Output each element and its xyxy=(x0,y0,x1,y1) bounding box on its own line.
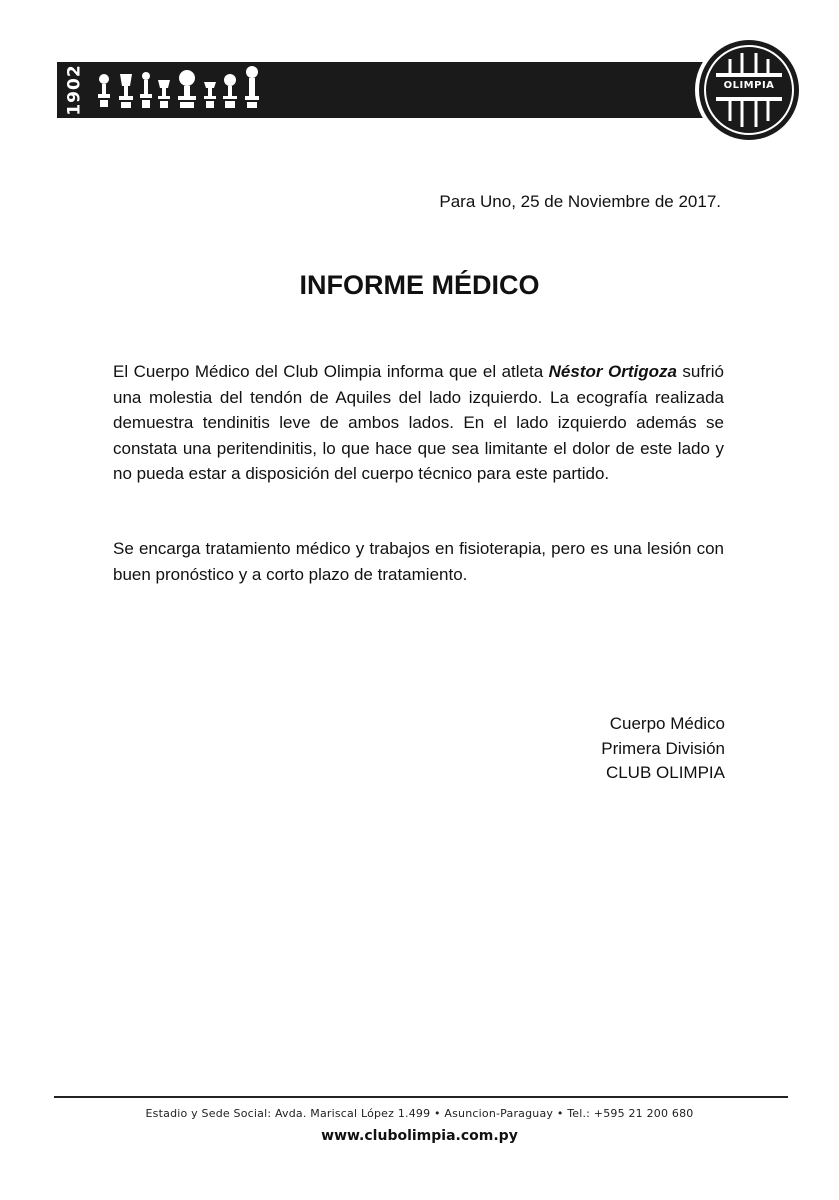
founding-year xyxy=(62,64,88,116)
trophy-icon xyxy=(223,74,237,108)
founding-year-text: 1902 xyxy=(65,64,86,116)
paragraph-report-intro: El Cuerpo Médico del Club Olimpia informa que el atleta xyxy=(113,362,549,381)
trophy-icon xyxy=(245,66,259,108)
footer-address: Estadio y Sede Social: Avda. Mariscal López 1.499 • Asuncion-Paraguay • Tel.: +595 21 200 680 xyxy=(145,1107,694,1120)
paragraph-report-body: sufrió una molestia del tendón de Aquiles del lado izquierdo. La ecografía realizada demuestra tendinitis leve de ambos lados. En el lado izquierdo además se constata una peritendinitis, lo que hace que sea limitante el dolor de este lado y no pueda estar a disposición del cuerpo técnico para este partido. xyxy=(113,362,724,483)
trophy-icon xyxy=(204,82,216,108)
document-title: INFORME MÉDICO xyxy=(299,270,540,300)
footer-divider xyxy=(54,1096,788,1098)
athlete-name: Néstor Ortigoza xyxy=(548,362,677,381)
signature-line-department: Cuerpo Médico xyxy=(609,714,725,733)
trophy-icon xyxy=(140,72,152,108)
trophy-icon xyxy=(119,74,133,108)
crest-text: OLIMPIA xyxy=(723,80,775,91)
signature-line-division: Primera División xyxy=(601,738,725,758)
date-line: Para Uno, 25 de Noviembre de 2017. xyxy=(439,192,721,211)
trophies-icon xyxy=(92,62,262,118)
trophy-icon xyxy=(98,74,110,107)
trophy-icon xyxy=(158,80,170,108)
signature-line-club: CLUB OLIMPIA xyxy=(605,763,725,782)
signature-block xyxy=(601,712,725,786)
footer-website: www.clubolimpia.com.py xyxy=(321,1128,518,1144)
trophy-icon xyxy=(178,70,196,108)
paragraph-treatment: Se encarga tratamiento médico y trabajos en fisioterapia, pero es una lesión con buen pronóstico y a corto plazo de tratamiento. xyxy=(113,539,724,584)
paragraph-report xyxy=(113,359,724,487)
